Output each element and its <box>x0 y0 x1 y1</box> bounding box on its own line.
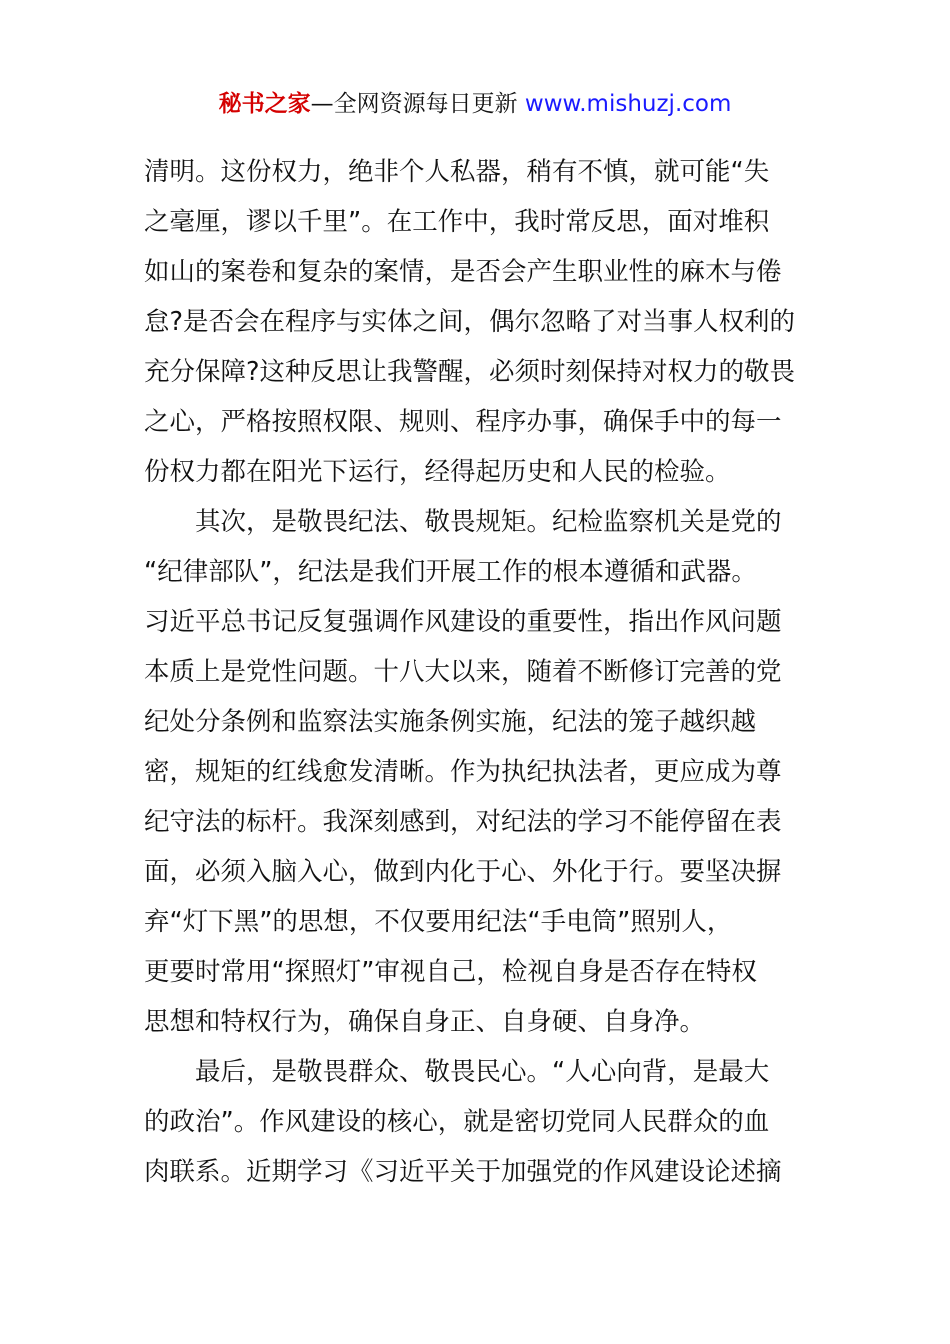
paragraph-start-line: 最后，是敬畏群众、敬畏民心。“人心向背，是最大 <box>195 1057 770 1087</box>
text-line: 面，必须入脑入心，做到内化于心、外化于行。要坚决摒 <box>144 857 782 887</box>
header-url[interactable]: www.mishuzj.com <box>524 91 732 117</box>
text-line: 如山的案卷和复杂的案情，是否会产生职业性的麻木与倦 <box>144 257 782 287</box>
text-line: 充分保障?这种反思让我警醒，必须时刻保持对权力的敬畏 <box>144 357 796 387</box>
brand-name: 秘书之家 <box>218 91 311 117</box>
document-body <box>144 147 808 1197</box>
text-line: 弃“灯下黑”的思想，不仅要用纪法“手电筒”照别人， <box>144 907 733 937</box>
text-line: 之毫厘，谬以千里”。在工作中，我时常反思，面对堆积 <box>144 207 770 237</box>
page-header <box>0 88 950 120</box>
text-line: 更要时常用“探照灯”审视自己，检视自身是否存在特权 <box>144 957 757 987</box>
text-line: 份权力都在阳光下运行，经得起历史和人民的检验。 <box>144 457 731 487</box>
text-line: 清明。这份权力，绝非个人私器，稍有不慎，就可能“失 <box>144 157 770 187</box>
text-line: 本质上是党性问题。十八大以来，随着不断修订完善的党 <box>144 657 782 687</box>
text-line: 习近平总书记反复强调作风建设的重要性，指出作风问题 <box>144 607 782 637</box>
text-line: 思想和特权行为，确保自身正、自身硬、自身净。 <box>144 1007 706 1037</box>
text-line: 纪守法的标杆。我深刻感到，对纪法的学习不能停留在表 <box>144 807 782 837</box>
text-line: 密，规矩的红线愈发清晰。作为执纪执法者，更应成为尊 <box>144 757 782 787</box>
paragraph-start-line: 其次，是敬畏纪法、敬畏规矩。纪检监察机关是党的 <box>195 507 782 537</box>
text-line: 纪处分条例和监察法实施条例实施，纪法的笼子越织越 <box>144 707 757 737</box>
text-line: 的政治”。作风建设的核心，就是密切党同人民群众的血 <box>144 1107 770 1137</box>
text-line: 之心，严格按照权限、规则、程序办事，确保手中的每一 <box>144 407 782 437</box>
text-line: “纪律部队”，纪法是我们开展工作的根本遵循和武器。 <box>144 557 757 587</box>
text-line: 肉联系。近期学习《习近平关于加强党的作风建设论述摘 <box>144 1157 782 1187</box>
header-tagline: —全网资源每日更新 <box>310 91 525 117</box>
text-line: 怠?是否会在程序与实体之间，偶尔忽略了对当事人权利的 <box>144 307 796 337</box>
